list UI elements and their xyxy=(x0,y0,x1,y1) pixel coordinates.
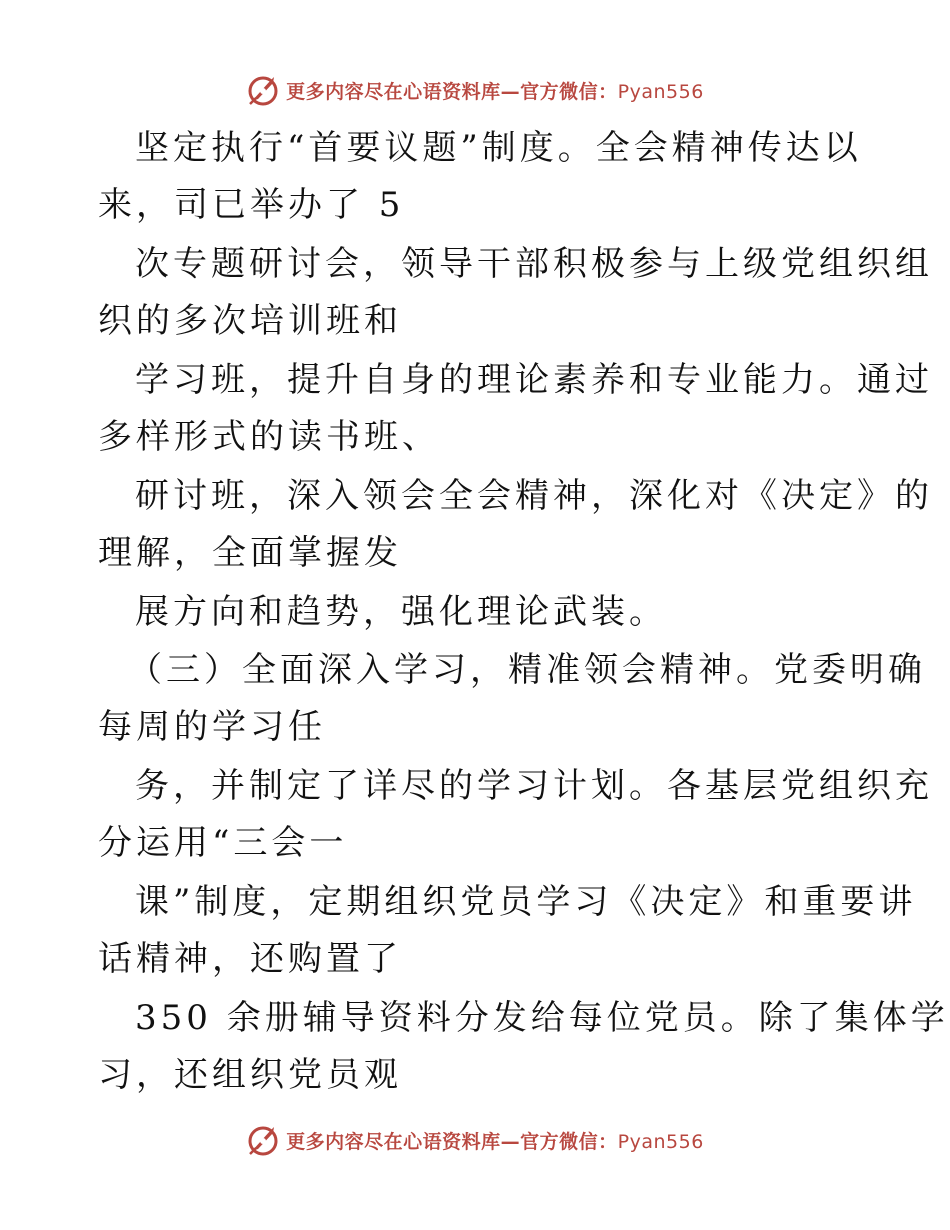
body-line: 来，司已举办了 5 xyxy=(98,185,405,225)
body-line: 坚定执行“首要议题”制度。全会精神传达以 xyxy=(135,128,862,168)
body-line: 理解，全面掌握发 xyxy=(98,533,402,573)
footer-banner-label: 更多内容尽在心语资料库—官方微信： xyxy=(286,1130,618,1153)
body-line: 350 余册辅导资料分发给每位党员。除了集体学 xyxy=(135,998,949,1038)
header-banner-wechat-id: Pyan556 xyxy=(617,80,704,103)
body-line: 展方向和趋势，强化理论武装。 xyxy=(135,592,667,632)
body-line: 每周的学习任 xyxy=(98,707,326,747)
footer-banner xyxy=(0,1120,950,1160)
body-line: 课”制度，定期组织党员学习《决定》和重要讲 xyxy=(135,882,917,922)
footer-banner-wechat-id: Pyan556 xyxy=(617,1130,704,1153)
body-line: 学习班，提升自身的理论素养和专业能力。通过 xyxy=(135,360,933,400)
body-line: 多样形式的读书班、 xyxy=(98,417,440,457)
body-line: 分运用“三会一 xyxy=(98,823,348,863)
footer-banner-text xyxy=(286,1127,704,1154)
body-line: （三）全面深入学习，精准领会精神。党委明确 xyxy=(128,650,926,690)
body-line: 织的多次培训班和 xyxy=(98,301,402,341)
body-line: 话精神，还购置了 xyxy=(98,939,402,979)
body-line: 习，还组织党员观 xyxy=(98,1055,402,1095)
quill-pen-logo-icon xyxy=(246,1123,280,1157)
body-line: 次专题研讨会，领导干部积极参与上级党组织组 xyxy=(135,244,933,284)
body-line: 务，并制定了详尽的学习计划。各基层党组织充 xyxy=(135,766,933,806)
header-banner-label: 更多内容尽在心语资料库—官方微信： xyxy=(286,80,618,103)
body-line: 研讨班，深入领会全会精神，深化对《决定》的 xyxy=(135,476,933,516)
